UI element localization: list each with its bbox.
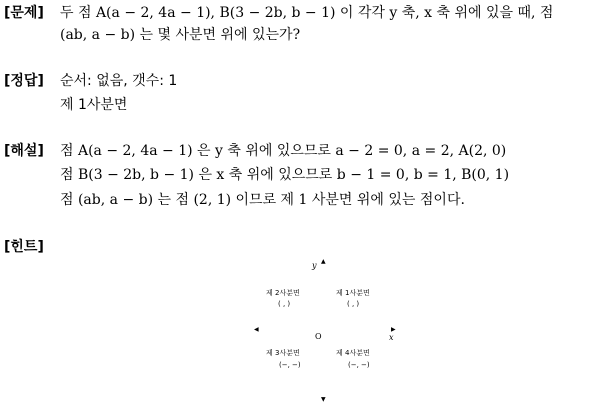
quadrant-3-label: 제 3사분면 xyxy=(266,349,300,357)
left-arrow-icon: ◀ xyxy=(254,326,259,333)
quadrant-4-label: 제 4사분면 xyxy=(336,349,370,357)
up-arrow-icon: ▲ xyxy=(321,258,326,265)
answer-line-1: 순서: 없음, 갯수: 1 xyxy=(60,73,178,89)
solution-label: [해설] xyxy=(4,143,44,159)
right-arrow-icon: ▶ xyxy=(391,326,396,333)
answer-label: [정답] xyxy=(4,73,44,89)
problem-label: [문제] xyxy=(4,5,44,21)
quadrant-4-sign: (−, −) xyxy=(348,361,370,369)
solution-line-2: 점 B(3 − 2b, b − 1) 은 x 축 위에 있으므로 b − 1 = 0, b = 1, B(0, 1) xyxy=(60,167,510,183)
solution-line-1: 점 A(a − 2, 4a − 1) 은 y 축 위에 있으므로 a − 2 = 0, a = 2, A(2, 0) xyxy=(60,143,507,159)
quadrant-3-sign: (−, −) xyxy=(279,361,301,369)
origin-label: O xyxy=(315,332,322,341)
x-axis-label: x xyxy=(389,333,394,342)
quadrant-1-label: 제 1사분면 xyxy=(336,289,370,297)
answer-line-2: 제 1사분면 xyxy=(60,97,128,113)
problem-line-1: 두 점 A(a − 2, 4a − 1), B(3 − 2b, b − 1) 이 각각 y 축, x 축 위에 있을 때, 점 xyxy=(60,5,554,21)
hint-label: [힌트] xyxy=(4,239,44,255)
problem-line-2: (ab, a − b) 는 몇 사분면 위에 있는가? xyxy=(60,27,301,43)
quadrant-2-sign: ( , ) xyxy=(278,300,291,308)
y-axis-label: y xyxy=(312,261,317,270)
solution-line-3: 점 (ab, a − b) 는 점 (2, 1) 이므로 제 1 사분면 위에 있는 점이다. xyxy=(60,192,465,208)
quadrant-2-label: 제 2사분면 xyxy=(266,289,300,297)
down-arrow-icon: ▼ xyxy=(321,396,326,403)
quadrant-1-sign: ( , ) xyxy=(347,300,360,308)
